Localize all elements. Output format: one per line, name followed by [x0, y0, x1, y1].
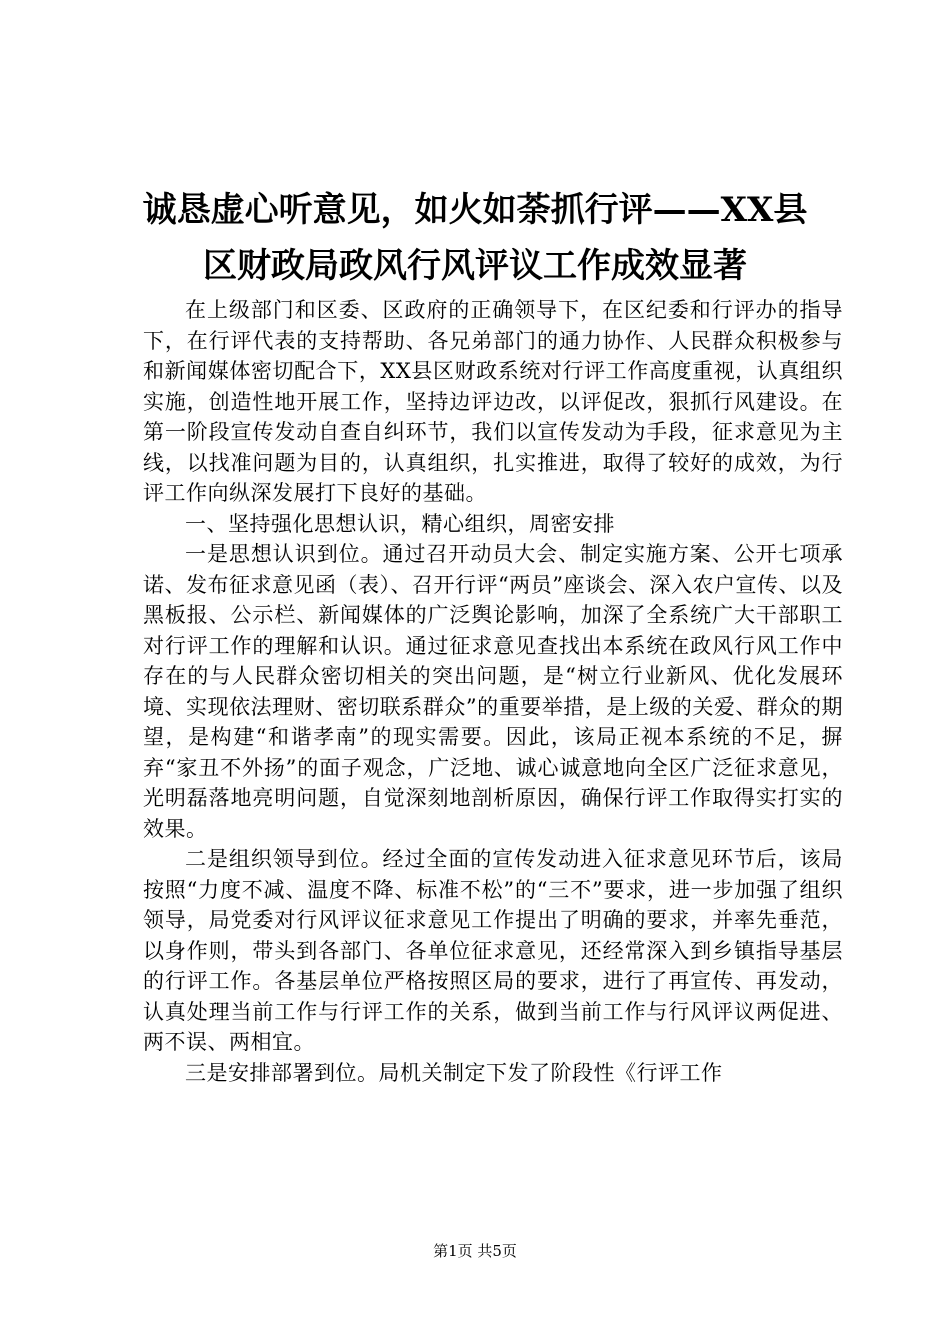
- title-line-2: 区财政局政风行风评议工作成效显著: [203, 246, 747, 286]
- paragraph-leadership: 二是组织领导到位。经过全面的宣传发动进入征求意见环节后，该局按照“力度不减、温度不降、标准不松”的“三不”要求，进一步加强了组织领导，局党委对行风评议征求意见工作提出了明确的要求，并率先垂范，以身作则，带头到各部门、各单位征求意见，还经常深入到乡镇指导基层的行评工作。各基层单位严格按照区局的要求，进行了再宣传、再发动，认真处理当前工作与行评工作的关系，做到当前工作与行风评议两促进、两不误、两相宜。: [143, 847, 843, 1054]
- page-footer: 第1页 共5页: [433, 1242, 517, 1260]
- document-title: [110, 182, 840, 294]
- section-heading-1: 一、坚持强化思想认识，精心组织，周密安排: [185, 511, 615, 536]
- paragraph-deployment: 三是安排部署到位。局机关制定下发了阶段性《行评工作: [185, 1060, 723, 1085]
- document-body: [143, 295, 843, 1088]
- paragraph-intro: 在上级部门和区委、区政府的正确领导下，在区纪委和行评办的指导下，在行评代表的支持帮助、各兄弟部门的通力协作、人民群众积极参与和新闻媒体密切配合下，XX县区财政系统对行评工作高度重视，认真组织实施，创造性地开展工作，坚持边评边改，以评促改，狠抓行风建设。在第一阶段宣传发动自查自纠环节，我们以宣传发动为手段，征求意见为主线，以找准问题为目的，认真组织，扎实推进，取得了较好的成效，为行评工作向纵深发展打下良好的基础。: [143, 298, 843, 505]
- paragraph-thinking: 一是思想认识到位。通过召开动员大会、制定实施方案、公开七项承诺、发布征求意见函（表）、召开行评“两员”座谈会、深入农户宣传、以及黑板报、公示栏、新闻媒体的广泛舆论影响，加深了全系统广大干部职工对行评工作的理解和认识。通过征求意见查找出本系统在政风行风工作中存在的与人民群众密切相关的突出问题，是“树立行业新风、优化发展环境、实现依法理财、密切联系群众”的重要举措，是上级的关爱、群众的期望，是构建“和谐孝南”的现实需要。因此，该局正视本系统的不足，摒弃“家丑不外扬”的面子观念，广泛地、诚心诚意地向全区广泛征求意见，光明磊落地亮明问题，自觉深刻地剖析原因，确保行评工作取得实打实的效果。: [143, 542, 843, 841]
- title-line-1: 诚恳虚心听意见，如火如荼抓行评——XX县: [142, 190, 808, 230]
